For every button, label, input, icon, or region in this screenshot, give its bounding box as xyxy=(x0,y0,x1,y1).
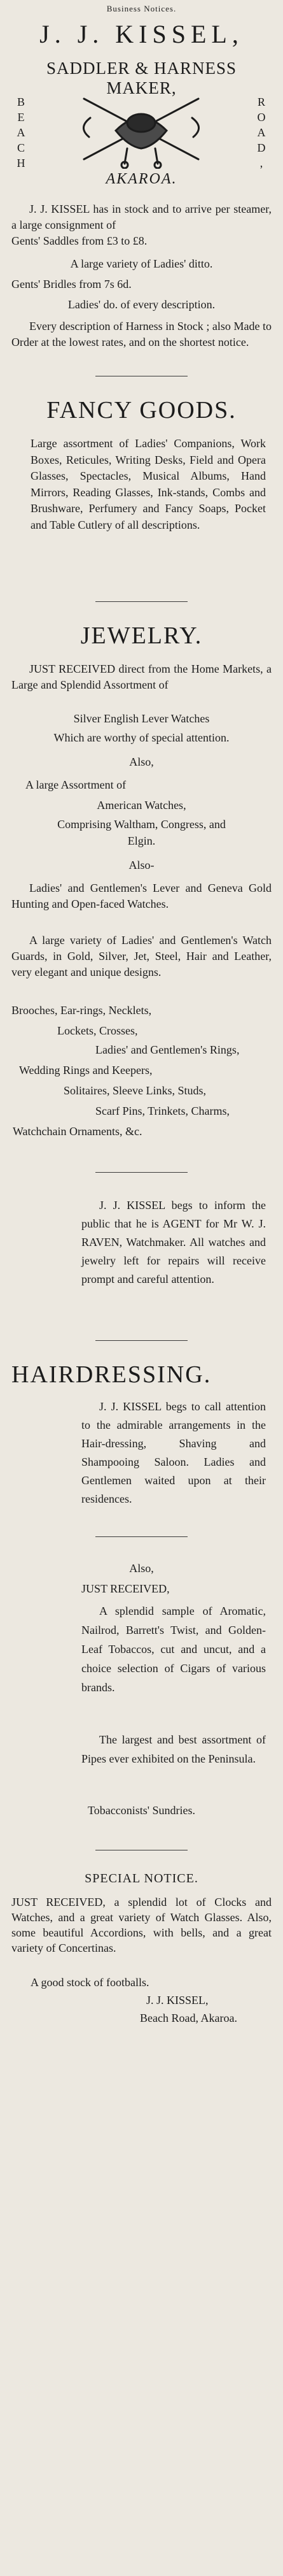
divider-rule xyxy=(95,601,188,602)
special-notice-heading: SPECIAL NOTICE. xyxy=(85,1871,198,1885)
special-attention: Which are worthy of special attention. xyxy=(53,731,230,744)
jewelry-item: Scarf Pins, Trinkets, Charms, xyxy=(95,1105,230,1117)
town-name: AKAROA. xyxy=(106,171,177,187)
watch-guards: A large variety of Ladies' and Gentlemen's Watch Guards, in Gold, Silver, Jet, Steel, Hair and Leather, very elegant and unique designs. xyxy=(11,934,272,978)
jewelry-item: Wedding Rings and Keepers, xyxy=(19,1064,153,1077)
tobacco-notice: A splendid sample of Aromatic, Nailrod, Barrett's Twist, and Golden-Leaf Tobaccos, cut and uncut, and a choice selection of Cigars of various brands. xyxy=(81,1605,266,1694)
fancy-goods-body: Large assortment of Ladies' Companions, Work Boxes, Reticules, Writing Desks, Field and Opera Glasses, Spectacles, Musical Albums, Hand Mirrors, Reading Glasses, Ink-stands, Combs and Brushware, Perfumery and Fancy Soaps, Pocket and Table Cutlery of all descriptions. xyxy=(31,437,266,531)
also-label-2: Also- xyxy=(128,859,155,871)
silver-watches: Silver English Lever Watches xyxy=(73,712,210,725)
jewelry-heading: JEWELRY. xyxy=(80,622,203,649)
pipes-notice: The largest and best assortment of Pipes ever exhibited on the Peninsula. xyxy=(81,1733,266,1765)
hairdressing-notice: J. J. KISSEL begs to call attention to the admirable arrangements in the Hair-dressing, Shaving and Shampooing Saloon. Ladies and Gentlemen waited upon at their residences. xyxy=(81,1400,266,1505)
also-label: Also, xyxy=(129,755,154,768)
signature-name: J. J. KISSEL, xyxy=(146,1994,209,2007)
ladies-bridles: Ladies' do. of every description. xyxy=(67,298,216,311)
special-notice-body: JUST RECEIVED, a splendid lot of Clocks and Watches, and a great variety of Watch Glasses. Also, some beautiful Accordions, with bells, and a great variety of Concertinas. xyxy=(11,1896,272,1954)
jewelry-item: Solitaires, Sleeve Links, Studs, xyxy=(64,1084,206,1097)
divider-rule xyxy=(95,1172,188,1173)
american-watches: American Watches, xyxy=(97,799,186,812)
elgin-label: Elgin. xyxy=(127,834,156,847)
jewelry-received: JUST RECEIVED direct from the Home Markets, a Large and Splendid Assortment of xyxy=(11,662,272,691)
jewelry-item: Watchchain Ornaments, &c. xyxy=(13,1125,142,1138)
saddle-emblem-icon xyxy=(71,92,211,169)
comprising-makes: Comprising Waltham, Congress, and xyxy=(57,818,226,831)
also-label-3: Also, xyxy=(129,1562,154,1575)
footballs-notice: A good stock of footballs. xyxy=(31,1976,149,1989)
tobacco-received: JUST RECEIVED, xyxy=(81,1582,170,1595)
large-assortment: A large Assortment of xyxy=(25,778,127,791)
gents-saddles: Gents' Saddles from £3 to £8. xyxy=(11,234,148,247)
jewelry-item: Ladies' and Gentlemen's Rings, xyxy=(95,1043,240,1056)
divider-rule xyxy=(95,1340,188,1341)
tobacconists-sundries: Tobacconists' Sundries. xyxy=(88,1804,195,1817)
notices-header: Business Notices. xyxy=(106,4,177,13)
gents-bridles: Gents' Bridles from 7s 6d. xyxy=(11,278,132,290)
harness-notice: Every description of Harness in Stock ; also Made to Order at the lowest rates, and on the shortest notice. xyxy=(11,320,272,348)
road-vertical-label: ROAD, xyxy=(255,96,268,172)
beach-vertical-label: BEACH xyxy=(15,96,27,172)
jewelry-item: Lockets, Crosses, xyxy=(57,1024,138,1037)
stock-intro: J. J. KISSEL has in stock and to arrive per steamer, a large consignment of xyxy=(11,203,272,231)
signature-address: Beach Road, Akaroa. xyxy=(140,2012,237,2024)
agent-notice: J. J. KISSEL begs to inform the public that he is AGENT for Mr W. J. RAVEN, Watchmaker. All watches and jewelry left for repairs will receive prompt and careful attention. xyxy=(81,1199,266,1285)
geneva-watches: Ladies' and Gentlemen's Lever and Geneva Gold Hunting and Open-faced Watches. xyxy=(11,882,272,910)
trade-title: SADDLER & HARNESS MAKER, xyxy=(46,59,237,97)
advertiser-name: J. J. KISSEL, xyxy=(39,20,244,48)
jewelry-item: Brooches, Ear-rings, Necklets, xyxy=(11,1004,152,1017)
hairdressing-heading: HAIRDRESSING. xyxy=(11,1361,212,1388)
ladies-saddles: A large variety of Ladies' ditto. xyxy=(70,257,213,270)
divider-rule xyxy=(95,1536,188,1537)
fancy-goods-heading: FANCY GOODS. xyxy=(46,397,237,424)
